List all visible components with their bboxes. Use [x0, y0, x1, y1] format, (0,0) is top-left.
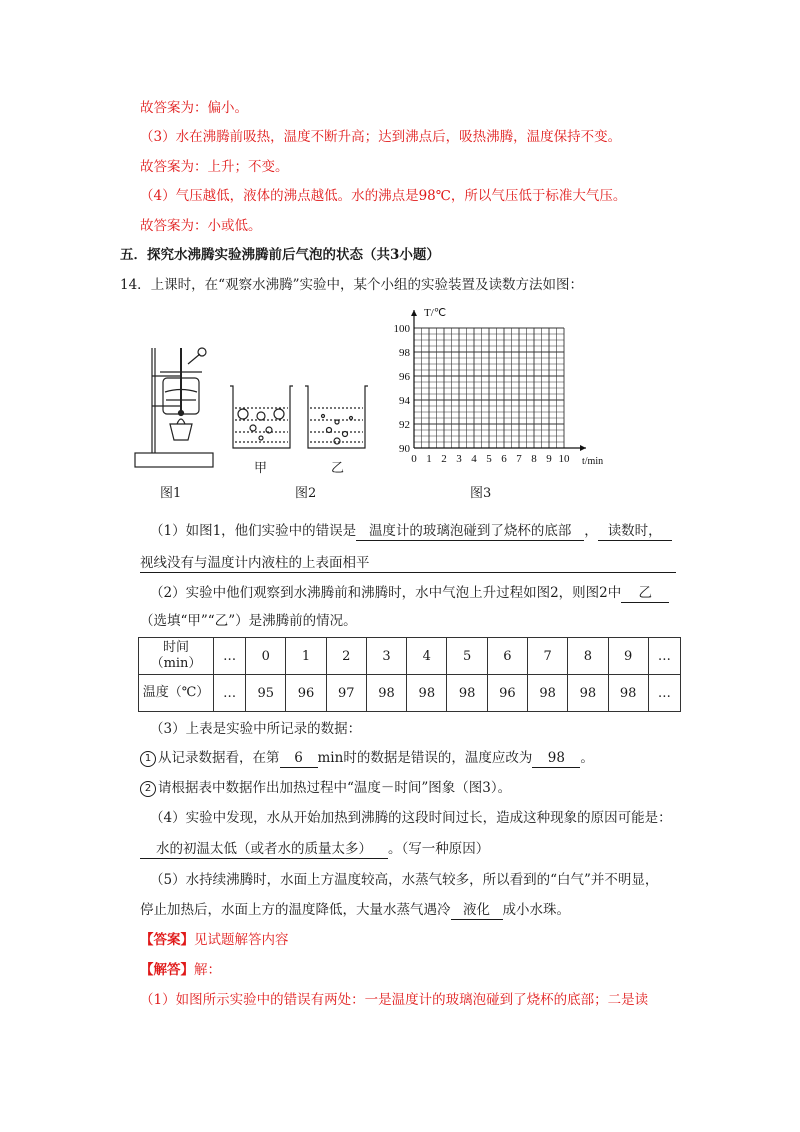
table-cell: 9 — [608, 638, 648, 675]
part-2-line-2: （选填“甲”“乙”）是沸腾前的情况。 — [140, 613, 357, 629]
part-5-blank: 液化 — [451, 902, 503, 920]
part-1-sep: ， — [584, 523, 598, 539]
table-cell: 98 — [608, 675, 648, 712]
x-tick-label: 6 — [501, 453, 507, 465]
figure-3-caption: 图3 — [470, 486, 492, 501]
part-3-intro: （3）上表是实验中所记录的数据： — [150, 721, 362, 737]
answer-line-3: 故答案为：上升；不变。 — [140, 159, 289, 175]
table-header-temp: 温度（℃） — [139, 675, 214, 712]
y-tick-label: 100 — [393, 323, 410, 335]
x-tick-label: 5 — [486, 453, 492, 465]
table-cell: 98 — [447, 675, 487, 712]
part-5-line-1: （5）水持续沸腾时，水面上方温度较高，水蒸气较多，所以看到的“白气”并不明显， — [150, 872, 659, 888]
part-2-prefix: （2）实验中他们观察到水沸腾前和沸腾时，水中气泡上升过程如图2，则图2中 — [150, 585, 622, 601]
circled-number-1: 1 — [140, 751, 156, 767]
y-tick-label: 98 — [399, 347, 410, 359]
part-1-prefix: （1）如图1，他们实验中的错误是 — [150, 523, 357, 539]
table-cell: 0 — [246, 638, 286, 675]
chart-ticks — [394, 307, 604, 467]
part-1-blank-1: 温度计的玻璃泡碰到了烧杯的底部 — [356, 523, 584, 541]
table-cell: 98 — [527, 675, 567, 712]
part-5-line-2 — [140, 900, 570, 920]
part-5-a: 停止加热后，水面上方的温度降低，大量水蒸气遇冷 — [140, 902, 451, 918]
figure-2-beakers — [225, 378, 375, 463]
table-cell: … — [648, 675, 680, 712]
y-tick-label: 92 — [399, 419, 410, 431]
table-cell: 6 — [487, 638, 527, 675]
y-tick-label: 94 — [399, 395, 410, 407]
circled-number-2: 2 — [140, 781, 156, 797]
y-axis-arrow — [411, 310, 417, 316]
table-cell: 4 — [407, 638, 447, 675]
x-tick-label: 4 — [471, 453, 477, 465]
table-cell: … — [214, 638, 246, 675]
part-1-blank-2: 读数时， — [598, 523, 672, 541]
beaker-label-yi: 乙 — [331, 461, 345, 476]
table-cell: 1 — [286, 638, 326, 675]
y-tick-label: 96 — [399, 371, 410, 383]
answer-line-2: （3）水在沸腾前吸热，温度不断升高；达到沸点后，吸热沸腾，温度保持不变。 — [140, 129, 622, 145]
x-axis-label: t/min — [582, 456, 604, 467]
table-cell: 96 — [487, 675, 527, 712]
figure-1-caption: 图1 — [160, 486, 182, 501]
part-3-1 — [140, 748, 594, 768]
x-tick-label: 0 — [411, 453, 417, 465]
y-axis-label: T/℃ — [424, 307, 447, 319]
table-cell: 98 — [366, 675, 406, 712]
part-3-1-a: 从记录数据看，在第 — [158, 750, 280, 766]
part-1-line-2 — [140, 553, 676, 573]
part-2-blank: 乙 — [621, 585, 669, 603]
table-cell: 2 — [326, 638, 366, 675]
x-tick-label: 2 — [441, 453, 447, 465]
part-3-1-blank-1: 6 — [280, 750, 318, 768]
table-row-temp — [139, 675, 681, 712]
data-table — [138, 637, 681, 712]
table-cell: 98 — [407, 675, 447, 712]
answer-line-1: 故答案为：偏小。 — [140, 100, 248, 116]
x-tick-label: 9 — [546, 453, 552, 465]
x-tick-label: 7 — [516, 453, 522, 465]
x-tick-label: 8 — [531, 453, 537, 465]
figure-1-apparatus — [130, 340, 225, 475]
part-4-suffix: 。（写一种原因） — [388, 841, 490, 857]
table-cell: 96 — [286, 675, 326, 712]
table-cell: 97 — [326, 675, 366, 712]
question-number: 14． — [120, 277, 151, 293]
part-4-line-2 — [140, 839, 489, 859]
part-1-blank-3: 视线没有与温度计内液柱的上表面相平 — [140, 555, 676, 573]
answer-line-4: （4）气压越低，液体的沸点越低。水的沸点是98℃，所以气压低于标准大气压。 — [140, 188, 627, 204]
solution-line-1: （1）如图所示实验中的错误有两处：一是温度计的玻璃泡碰到了烧杯的底部；二是读 — [140, 992, 649, 1008]
header-time-line-2: （min） — [150, 656, 202, 671]
part-4-blank: 水的初温太低（或者水的质量太多） — [140, 841, 388, 859]
section-title: 五．探究水沸腾实验沸腾前后气泡的状态（共3小题） — [120, 247, 440, 263]
table-cell: … — [648, 638, 680, 675]
beaker-label-jia: 甲 — [254, 461, 268, 476]
x-tick-label: 1 — [426, 453, 432, 465]
table-cell: 98 — [568, 675, 608, 712]
header-time-line-1: 时间 — [162, 640, 189, 655]
solution-line — [140, 960, 221, 980]
answer-line — [140, 930, 289, 950]
x-axis-arrow — [580, 445, 586, 451]
part-3-2-text: 请根据表中数据作出加热过程中“温度－时间”图象（图3）。 — [158, 780, 512, 796]
question-stem — [120, 275, 583, 295]
part-3-1-blank-2: 98 — [532, 750, 580, 768]
table-cell: 5 — [447, 638, 487, 675]
y-tick-label: 90 — [399, 443, 410, 455]
answer-line-5: 故答案为：小或低。 — [140, 218, 262, 234]
answer-tag: 【答案】 — [140, 932, 194, 948]
solution-tag: 【解答】 — [140, 962, 194, 978]
table-header-time — [139, 638, 214, 675]
table-cell: 3 — [366, 638, 406, 675]
part-3-1-c: 。 — [580, 750, 594, 766]
chart-grid — [414, 328, 564, 448]
part-2-line-1 — [150, 583, 669, 603]
part-1-line-1 — [150, 521, 672, 541]
question-stem-text: 上课时，在“观察水沸腾”实验中，某个小组的实验装置及读数方法如图： — [150, 277, 583, 293]
part-3-2 — [140, 778, 511, 798]
table-cell: … — [214, 675, 246, 712]
figure-3-chart — [388, 300, 623, 475]
table-cell: 7 — [527, 638, 567, 675]
answer-text: 见试题解答内容 — [194, 932, 289, 948]
stand-base — [135, 453, 213, 467]
table-row-time — [139, 638, 681, 675]
part-3-1-b: min时的数据是错误的，温度应改为 — [317, 750, 533, 766]
x-tick-label: 3 — [456, 453, 462, 465]
figure-2-caption: 图2 — [295, 486, 317, 501]
solution-text: 解： — [194, 962, 221, 978]
part-4-line-1: （4）实验中发现，水从开始加热到沸腾的这段时间过长，造成这种现象的原因可能是： — [150, 810, 672, 826]
table-cell: 95 — [246, 675, 286, 712]
table-cell: 8 — [568, 638, 608, 675]
burner — [170, 424, 192, 440]
x-tick-label: 10 — [558, 453, 570, 465]
part-5-b: 成小水珠。 — [502, 902, 570, 918]
